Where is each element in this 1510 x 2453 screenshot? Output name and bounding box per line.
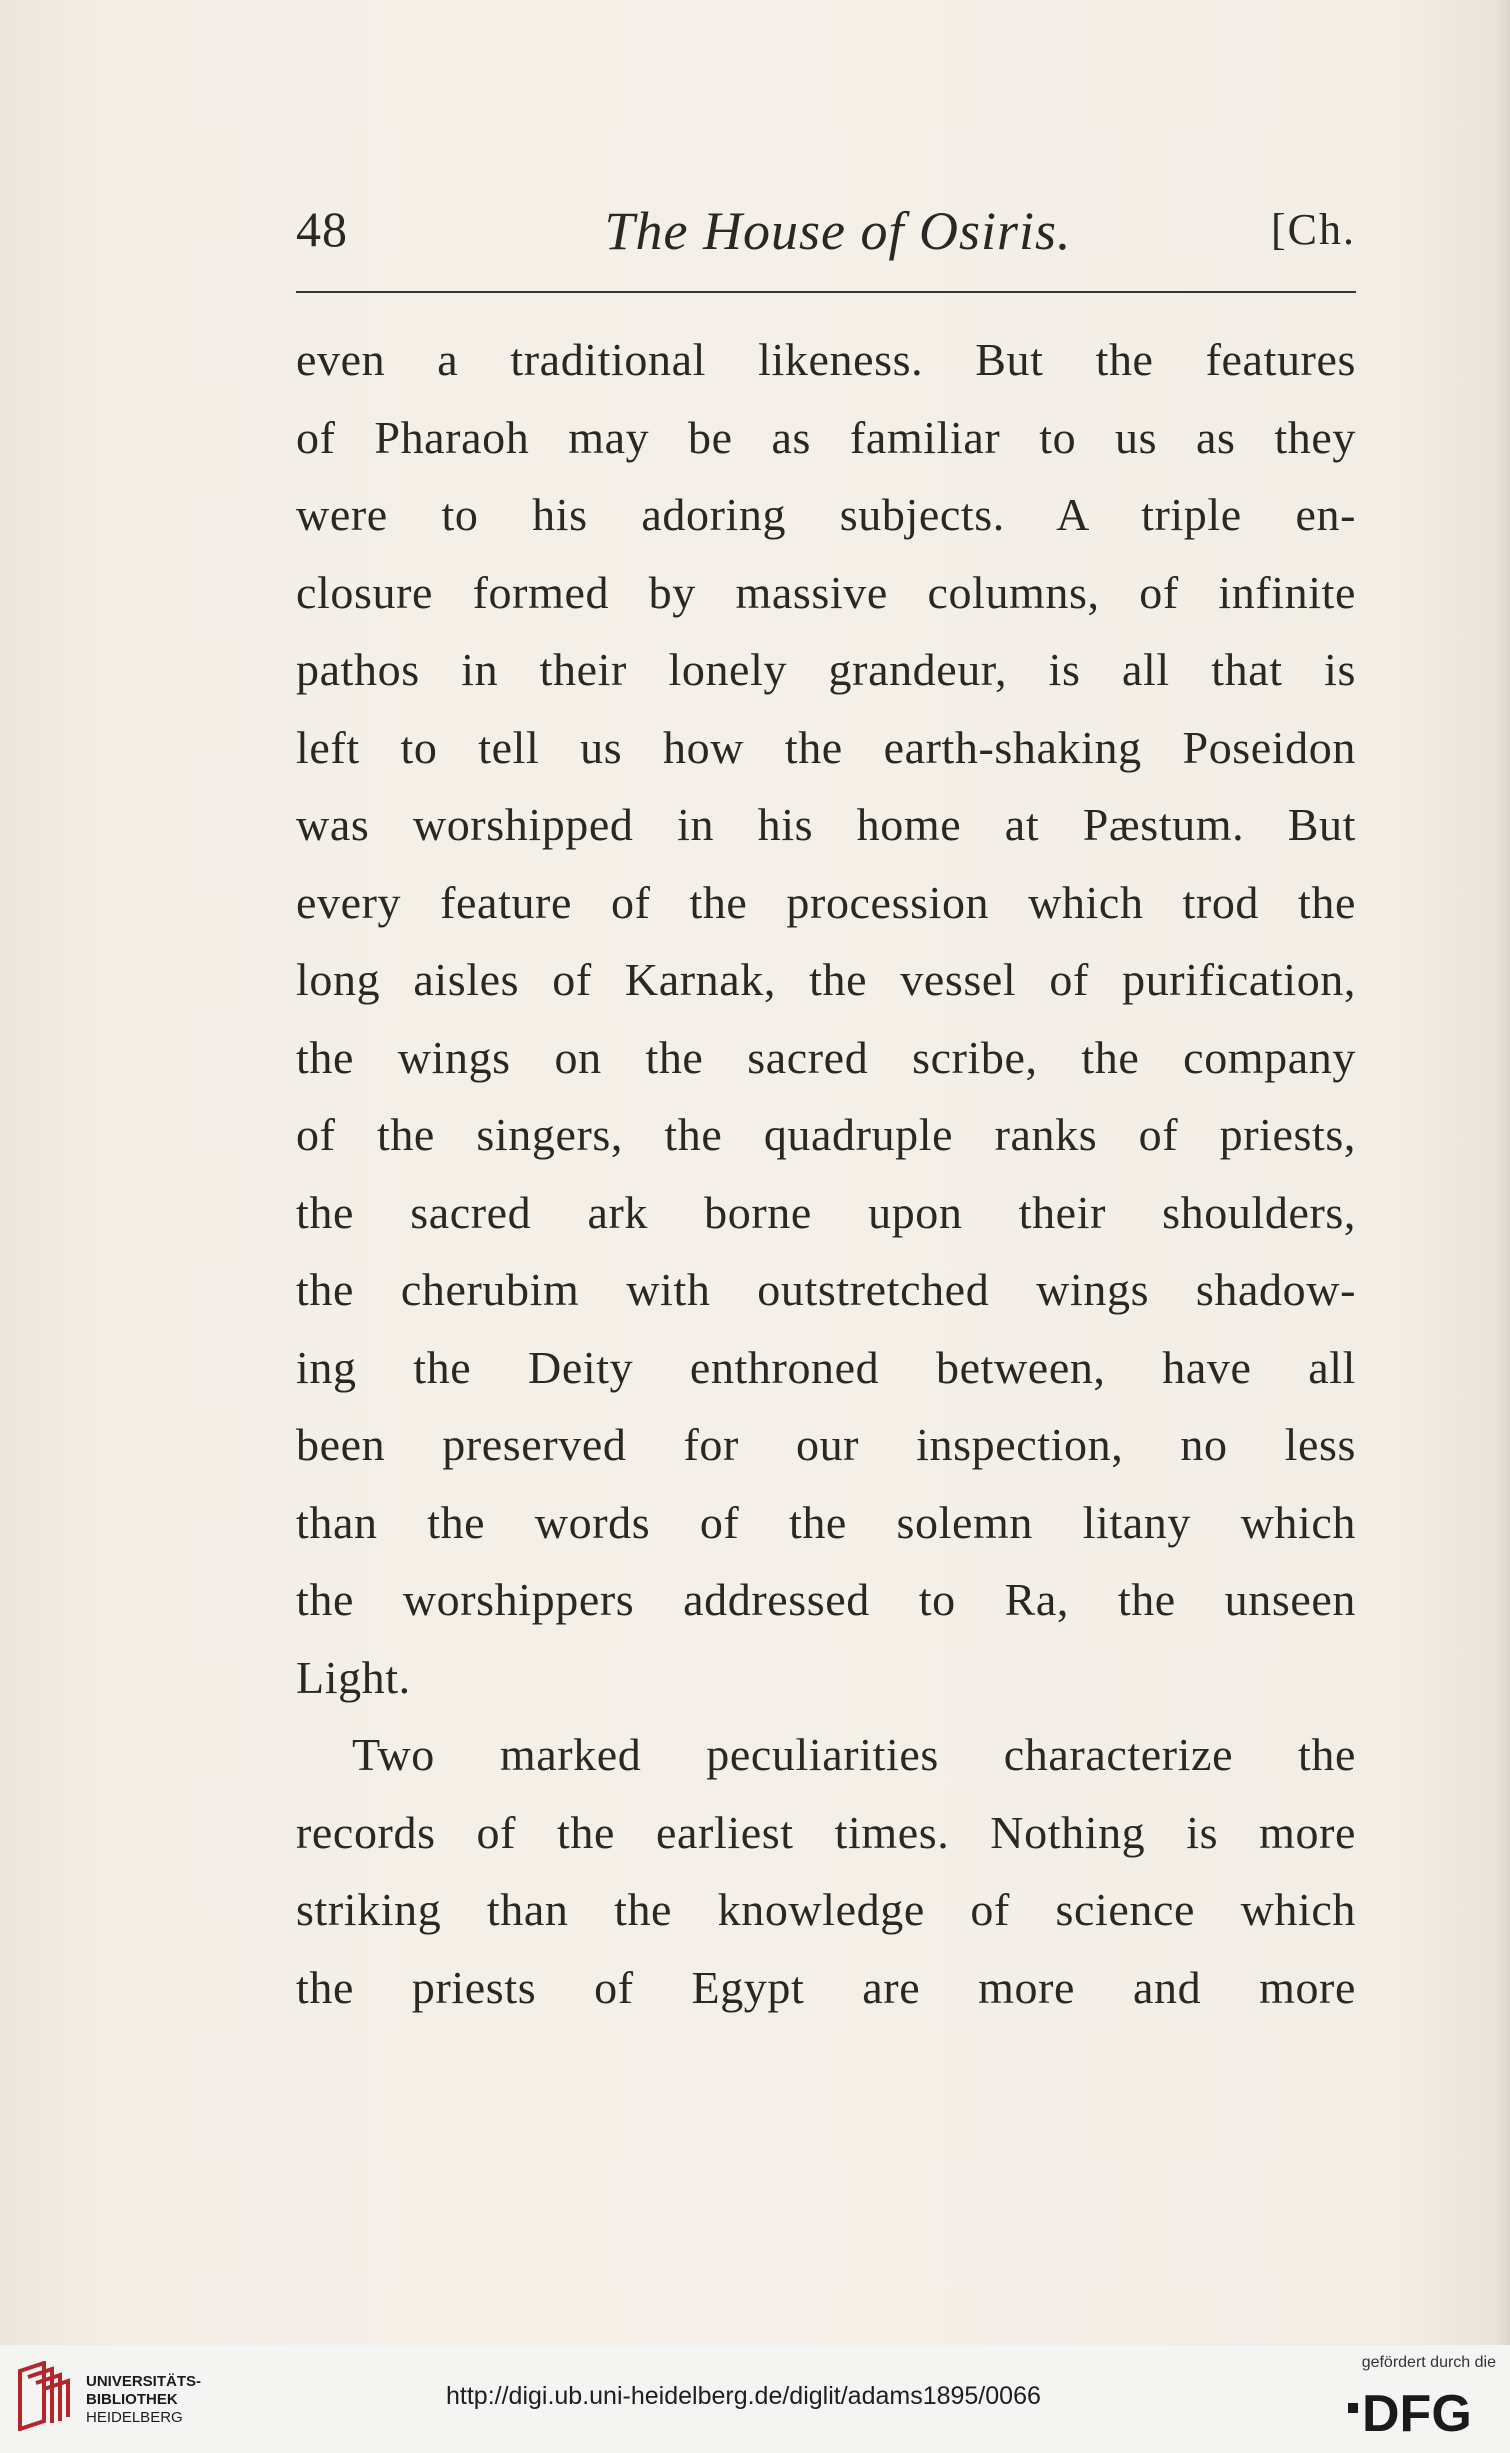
text-line: the sacred ark borne upon their shoulders,: [296, 1186, 1356, 1238]
chapter-reference: [Ch.: [1271, 205, 1356, 254]
text-line: ing the Deity enthroned between, have all: [296, 1341, 1356, 1393]
library-name-line3: HEIDELBERG: [86, 2409, 183, 2426]
dfg-logo-text: DFG: [1362, 2385, 1472, 2437]
text-line: the cherubim with outstretched wings shadow-: [296, 1264, 1356, 1315]
text-line-paragraph-start: Two marked peculiarities characterize the: [352, 1729, 1356, 1780]
text-line: the priests of Egypt are more and more: [296, 1961, 1356, 2013]
library-name-line2: BIBLIOTHEK: [86, 2391, 178, 2408]
library-name: [86, 2373, 201, 2427]
dfg-logo: [1348, 2379, 1496, 2437]
funder-note: gefördert durch die: [1361, 2354, 1496, 2371]
text-line: long aisles of Karnak, the vessel of purification,: [296, 954, 1356, 1005]
text-line: the wings on the sacred scribe, the company: [296, 1031, 1356, 1083]
text-line: was worshipped in his home at Pæstum. But: [296, 799, 1356, 850]
university-library-logo-icon: [14, 2361, 78, 2431]
text-line: striking than the knowledge of science which: [296, 1884, 1356, 1935]
header-rule: [296, 291, 1356, 293]
text-line-paragraph-end: Light.: [296, 1651, 411, 1703]
text-line: the worshippers addressed to Ra, the unseen: [296, 1574, 1356, 1625]
text-line: been preserved for our inspection, no less: [296, 1419, 1356, 1470]
text-line: pathos in their lonely grandeur, is all that is: [296, 644, 1356, 695]
page-edge-shadow: [1496, 0, 1510, 2345]
permalink-url[interactable]: http://digi.ub.uni-heidelberg.de/diglit/adams1895/0066: [446, 2382, 1041, 2410]
running-head: [296, 200, 1356, 270]
digitization-footer: [0, 2345, 1510, 2453]
text-line: even a traditional likeness. But the features: [296, 334, 1356, 385]
text-line: every feature of the procession which trod the: [296, 876, 1356, 928]
text-line: closure formed by massive columns, of infinite: [296, 566, 1356, 618]
page-number: 48: [296, 201, 348, 257]
text-line: of the singers, the quadruple ranks of priests,: [296, 1109, 1356, 1160]
funder-branding[interactable]: [1336, 2353, 1496, 2445]
library-name-line1: UNIVERSITÄTS-: [86, 2373, 202, 2390]
text-line: of Pharaoh may be as familiar to us as they: [296, 411, 1356, 463]
text-line: were to his adoring subjects. A triple en-: [296, 489, 1356, 540]
text-line: records of the earliest times. Nothing is more: [296, 1806, 1356, 1858]
library-branding[interactable]: [14, 2359, 234, 2439]
body-text: [296, 321, 1356, 2026]
text-line: left to tell us how the earth-shaking Poseidon: [296, 721, 1356, 773]
running-title: The House of Osiris.: [604, 201, 1072, 261]
text-line: than the words of the solemn litany which: [296, 1496, 1356, 1548]
